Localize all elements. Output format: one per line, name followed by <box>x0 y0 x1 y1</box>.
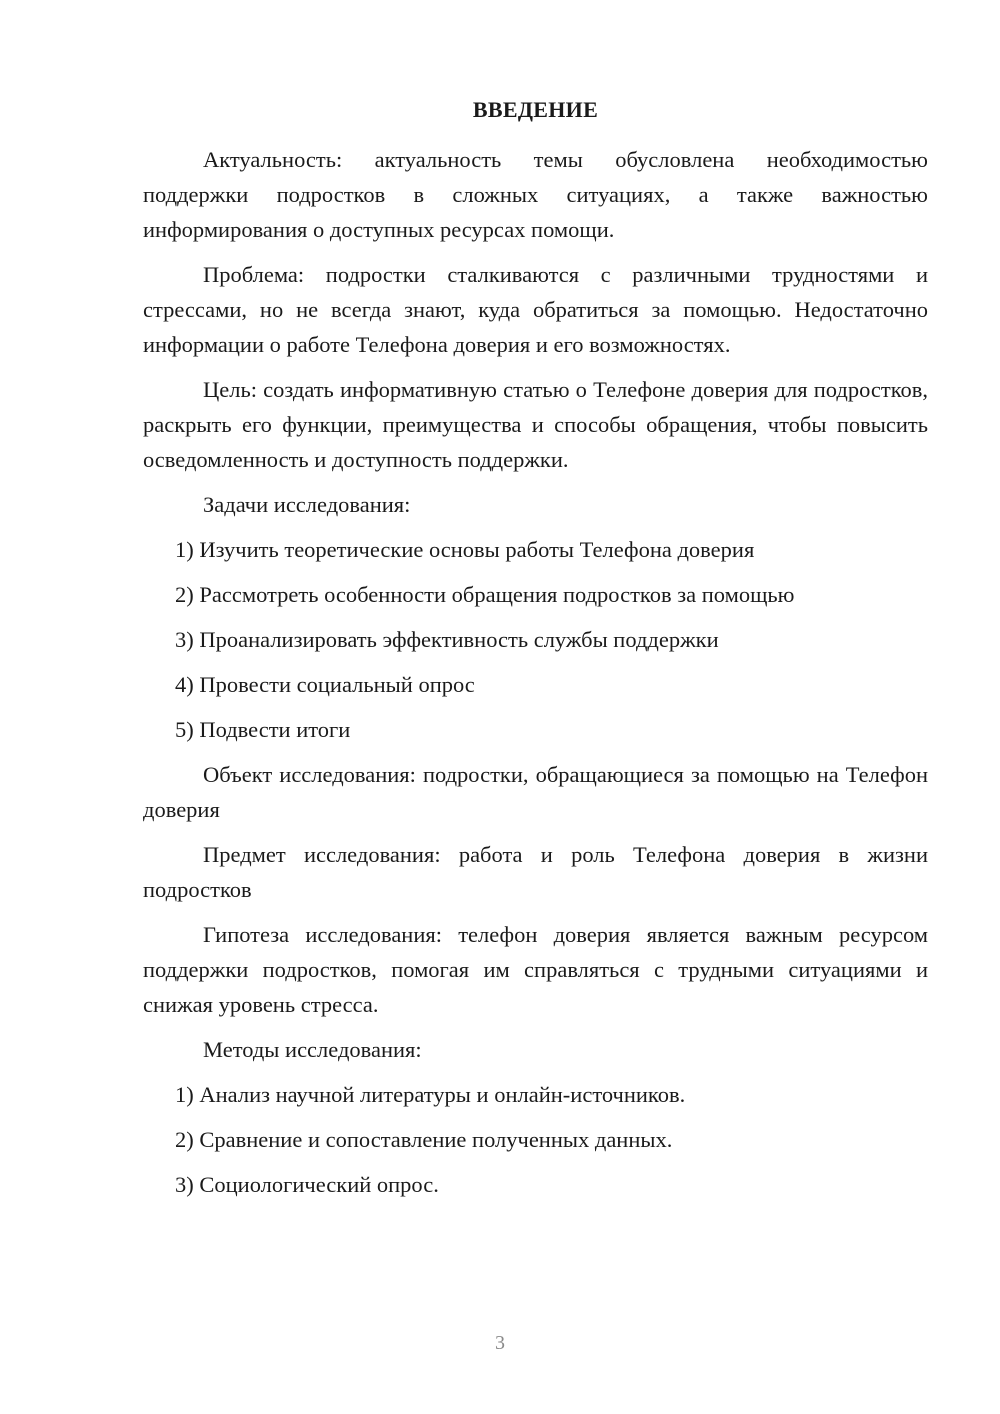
section-title: ВВЕДЕНИЕ <box>472 97 599 122</box>
tasks-list <box>143 532 928 747</box>
list-item: 2) Рассмотреть особенности обращения подростков за помощью <box>175 582 795 607</box>
list-item: 1) Анализ научной литературы и онлайн-источников. <box>175 1082 686 1107</box>
page-number: 3 <box>495 1332 505 1354</box>
list-item: 2) Сравнение и сопоставление полученных данных. <box>175 1127 673 1152</box>
hypothesis-paragraph: Гипотеза исследования: телефон доверия является важным ресурсом поддержки подростков, помогая им справляться с трудными ситуациями и снижая уровень стресса. <box>143 922 928 1017</box>
object-paragraph: Объект исследования: подростки, обращающиеся за помощью на Телефон доверия <box>143 762 928 822</box>
list-item: 5) Подвести итоги <box>175 717 351 742</box>
tasks-heading: Задачи исследования: <box>203 492 411 517</box>
document-body <box>143 92 928 1212</box>
list-item: 1) Изучить теоретические основы работы Телефона доверия <box>175 537 755 562</box>
goal-paragraph: Цель: создать информативную статью о Телефоне доверия для подростков, раскрыть его функции, преимущества и способы обращения, чтобы повысить осведомленность и доступность поддержки. <box>143 377 928 472</box>
list-item: 4) Провести социальный опрос <box>175 672 475 697</box>
methods-heading: Методы исследования: <box>203 1037 422 1062</box>
subject-paragraph: Предмет исследования: работа и роль Телефона доверия в жизни подростков <box>143 842 928 902</box>
methods-list <box>143 1077 928 1202</box>
relevance-paragraph: Актуальность: актуальность темы обусловлена необходимостью поддержки подростков в сложных ситуациях, а также важностью информирования о доступных ресурсах помощи. <box>143 147 928 242</box>
list-item: 3) Проанализировать эффективность службы поддержки <box>175 627 719 652</box>
list-item: 3) Социологический опрос. <box>175 1172 439 1197</box>
problem-paragraph: Проблема: подростки сталкиваются с различными трудностями и стрессами, но не всегда знают, куда обратиться за помощью. Недостаточно информации о работе Телефона доверия и его возможностях. <box>143 262 928 357</box>
